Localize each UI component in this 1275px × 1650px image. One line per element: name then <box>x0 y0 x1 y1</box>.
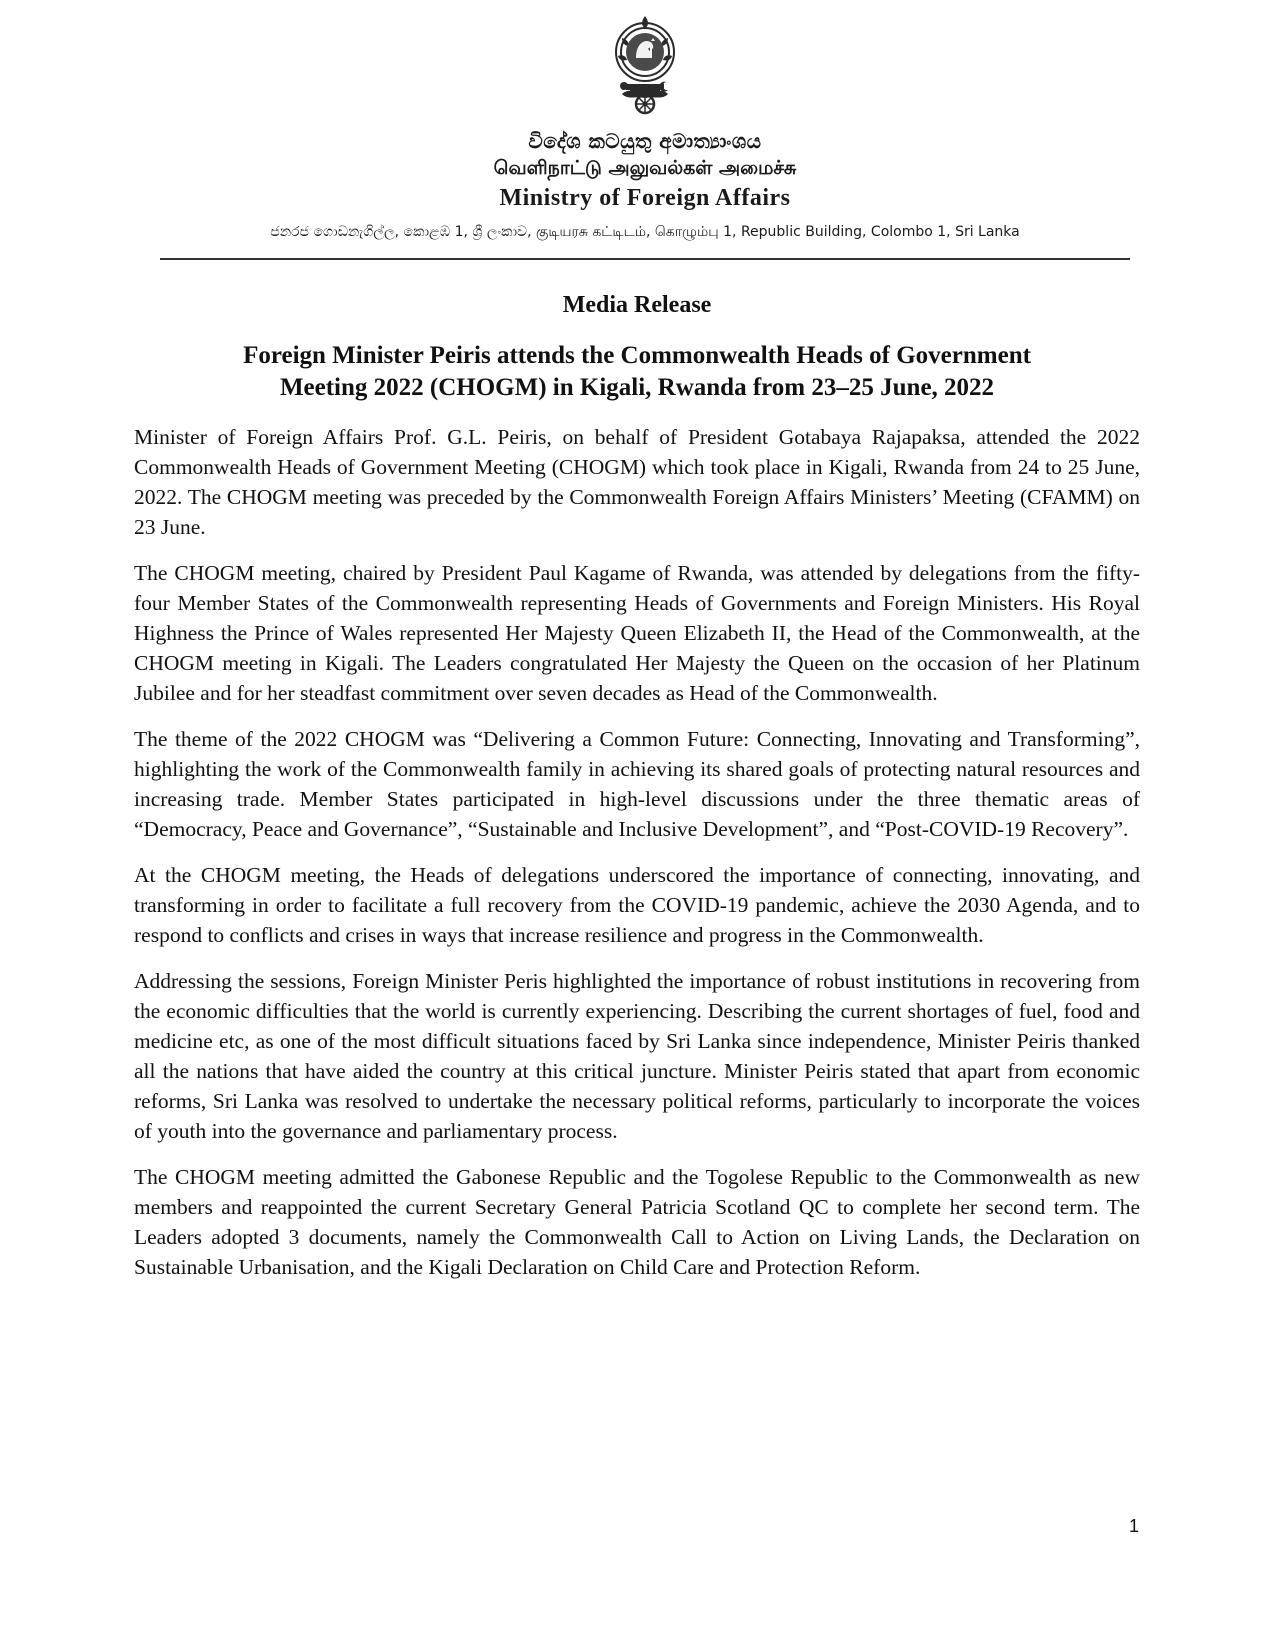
paragraph: The theme of the 2022 CHOGM was “Delivering a Common Future: Connecting, Innovating and Transforming”, highlighting the work of the Commonwealth family in achieving its shared goals of protecting natural resources and increasing trade. Member States participated in high-level discussions under the three thematic areas of “Democracy, Peace and Governance”, “Sustainable and Inclusive Development”, and “Post-COVID-19 Recovery”. <box>134 727 1140 841</box>
letterhead <box>160 8 1130 242</box>
ministry-name-english: Ministry of Foreign Affairs <box>499 185 791 211</box>
headline-line-2: Meeting 2022 (CHOGM) in Kigali, Rwanda from 23–25 June, 2022 <box>279 374 995 401</box>
state-emblem-icon <box>612 8 678 116</box>
document-label: Media Release <box>562 292 712 318</box>
ministry-address: ජනරජ ගොඩනැගිල්ල, කොළඹ 1, ශ්‍රී ලංකාව, குடியரசு கட்டிடம், கொழும்பு 1, Republic Building, Colombo 1, Sri Lanka <box>270 224 1020 240</box>
letterhead-divider <box>160 258 1130 260</box>
ministry-name-tamil: வெளிநாட்டு அலுவல்கள் அமைச்சு <box>493 157 797 179</box>
paragraph: The CHOGM meeting, chaired by President Paul Kagame of Rwanda, was attended by delegations from the fifty-four Member States of the Commonwealth representing Heads of Governments and Foreign Ministers. His Royal Highness the Prince of Wales represented Her Majesty Queen Elizabeth II, the Head of the Commonwealth, at the CHOGM meeting in Kigali. The Leaders congratulated Her Majesty the Queen on the occasion of her Platinum Jubilee and for her steadfast commitment over seven decades as Head of the Commonwealth. <box>134 561 1140 705</box>
headline-line-1: Foreign Minister Peiris attends the Commonwealth Heads of Government <box>243 342 1031 369</box>
page-number: 1 <box>1128 1516 1139 1536</box>
release-headline <box>134 340 1140 404</box>
paragraph: At the CHOGM meeting, the Heads of delegations underscored the importance of connecting, innovating, and transforming in order to facilitate a full recovery from the COVID-19 pandemic, achieve the 2030 Agenda, and to respond to conflicts and crises in ways that increase resilience and progress in the Commonwealth. <box>134 863 1140 947</box>
release-body <box>134 290 1140 1298</box>
paragraph: Addressing the sessions, Foreign Minister Peris highlighted the importance of robust institutions in recovering from the economic difficulties that the world is currently experiencing. Describing the current shortages of fuel, food and medicine etc, as one of the most difficult situations faced by Sri Lanka since independence, Minister Peiris thanked all the nations that have aided the country at this critical juncture. Minister Peiris stated that apart from economic reforms, Sri Lanka was resolved to undertake the necessary political reforms, particularly to incorporate the voices of youth into the governance and parliamentary process. <box>134 969 1140 1143</box>
ministry-name-sinhala: විදේශ කටයුතු අමාත්‍යාංශය <box>528 129 762 153</box>
paragraph: Minister of Foreign Affairs Prof. G.L. Peiris, on behalf of President Gotabaya Rajapaksa, attended the 2022 Commonwealth Heads of Government Meeting (CHOGM) which took place in Kigali, Rwanda from 24 to 25 June, 2022. The CHOGM meeting was preceded by the Commonwealth Foreign Affairs Ministers’ Meeting (CFAMM) on 23 June. <box>134 425 1140 539</box>
paragraph: The CHOGM meeting admitted the Gabonese Republic and the Togolese Republic to the Commonwealth as new members and reappointed the current Secretary General Patricia Scotland QC to complete her second term. The Leaders adopted 3 documents, namely the Commonwealth Call to Action on Living Lands, the Declaration on Sustainable Urbanisation, and the Kigali Declaration on Child Care and Protection Reform. <box>134 1165 1140 1279</box>
